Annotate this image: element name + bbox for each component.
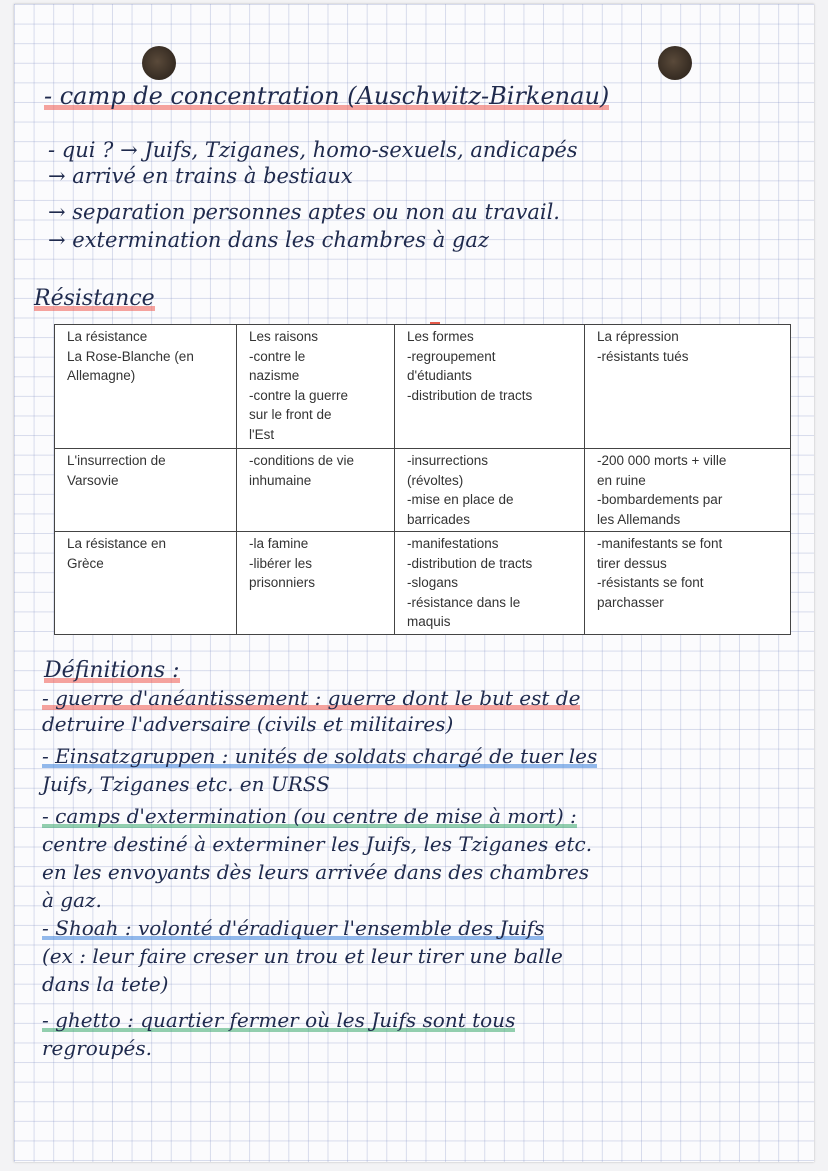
cell-text: La résistance en <box>67 536 167 551</box>
cell-text: barricades <box>407 511 471 527</box>
cell-text: -conditions de vie <box>249 453 355 468</box>
table-cell <box>237 532 395 635</box>
cell-text: L'insurrection de <box>67 453 166 468</box>
table-cell <box>55 325 237 449</box>
cell-text: prisonniers <box>249 575 316 590</box>
definition-line: dans la tete) <box>42 972 169 996</box>
cell-text: maquis <box>407 614 451 629</box>
header-forms: Les formes <box>407 329 474 344</box>
cell-text: -contre la guerre <box>249 387 349 403</box>
cell-text: -résistants se font <box>597 575 704 590</box>
table-cell <box>585 532 791 635</box>
definitions-heading: Définitions : <box>44 658 180 683</box>
cell-text: -manifestations <box>407 536 499 551</box>
cell-text: les Allemands <box>597 511 681 527</box>
definition-line: - camps d'extermination (ou centre de mise à mort) : <box>42 804 577 828</box>
definition-line: centre destiné à exterminer les Juifs, les Tziganes etc. <box>42 832 593 856</box>
cell-text: -insurrections <box>407 453 489 468</box>
cell-text: -résistance dans le <box>407 594 521 610</box>
notebook-page <box>14 4 814 1162</box>
table-cell <box>395 532 585 635</box>
definition-line: detruire l'adversaire (civils et militaires) <box>42 712 454 736</box>
cell-text: parchasser <box>597 594 664 610</box>
cell-text: -la famine <box>249 536 309 551</box>
bullet-line-1: - qui ? → Juifs, Tziganes, homo-sexuels, andicapés <box>48 138 578 162</box>
definition-line: à gaz. <box>42 888 102 912</box>
definition-line: - Shoah : volonté d'éradiquer l'ensemble des Juifs <box>42 916 545 940</box>
resistance-table <box>54 324 791 635</box>
cell-text: La Rose-Blanche (en <box>67 348 194 364</box>
cell-text: (révoltes) <box>407 472 464 488</box>
cell-text: -bombardements par <box>597 492 723 507</box>
punch-hole-left <box>142 46 176 80</box>
cell-text: -manifestants se font <box>597 536 723 551</box>
bullet-line-3: → separation personnes aptes ou non au travail. <box>48 200 560 224</box>
cell-text: inhumaine <box>249 472 312 488</box>
table-cell <box>585 325 791 449</box>
cell-text: l'Est <box>249 426 275 442</box>
table-cell <box>395 449 585 532</box>
section-title-camp: - camp de concentration (Auschwitz-Birkenau) <box>44 82 610 110</box>
cell-text: tirer dessus <box>597 555 667 571</box>
cell-text: d'étudiants <box>407 368 472 383</box>
resistance-heading: Résistance <box>34 286 155 311</box>
cell-text: -distribution de tracts <box>407 387 533 403</box>
cell-text: -contre le <box>249 348 306 364</box>
header-repression: La répression <box>597 329 679 344</box>
header-reasons: Les raisons <box>249 329 319 344</box>
table-cell <box>237 449 395 532</box>
definition-line: - guerre d'anéantissement : guerre dont le but est de <box>42 686 581 710</box>
table-cell <box>395 325 585 449</box>
table-row <box>55 449 791 532</box>
table-cell <box>55 532 237 635</box>
definition-line: en les envoyants dès leurs arrivée dans des chambres <box>42 860 589 884</box>
table-row <box>55 532 791 635</box>
table-cell <box>237 325 395 449</box>
cell-text: -mise en place de <box>407 492 514 507</box>
header-resistance: La résistance <box>67 329 148 344</box>
table-row <box>55 325 791 449</box>
cell-text: -résistants tués <box>597 348 689 364</box>
cell-text: -distribution de tracts <box>407 555 533 571</box>
cell-text: -200 000 morts + ville <box>597 453 727 468</box>
bullet-line-4: → extermination dans les chambres à gaz <box>48 228 489 252</box>
cell-text: en ruine <box>597 472 646 488</box>
table-cell <box>55 449 237 532</box>
cell-text: sur le front de <box>249 407 332 422</box>
definition-line: Juifs, Tziganes etc. en URSS <box>42 772 330 796</box>
cell-text: Allemagne) <box>67 368 136 383</box>
cell-text: -libérer les <box>249 555 313 571</box>
definition-line: - ghetto : quartier fermer où les Juifs sont tous <box>42 1008 516 1032</box>
definition-line: (ex : leur faire creser un trou et leur tirer une balle <box>42 944 563 968</box>
definition-line: regroupés. <box>42 1036 152 1060</box>
cell-text: Grèce <box>67 555 104 571</box>
cell-text: -slogans <box>407 575 459 590</box>
table-cell <box>585 449 791 532</box>
cell-text: -regroupement <box>407 348 496 364</box>
bullet-line-2: → arrivé en trains à bestiaux <box>48 164 353 188</box>
cell-text: Varsovie <box>67 472 119 488</box>
cell-text: nazisme <box>249 368 300 383</box>
punch-hole-right <box>658 46 692 80</box>
definition-line: - Einsatzgruppen : unités de soldats chargé de tuer les <box>42 744 598 768</box>
